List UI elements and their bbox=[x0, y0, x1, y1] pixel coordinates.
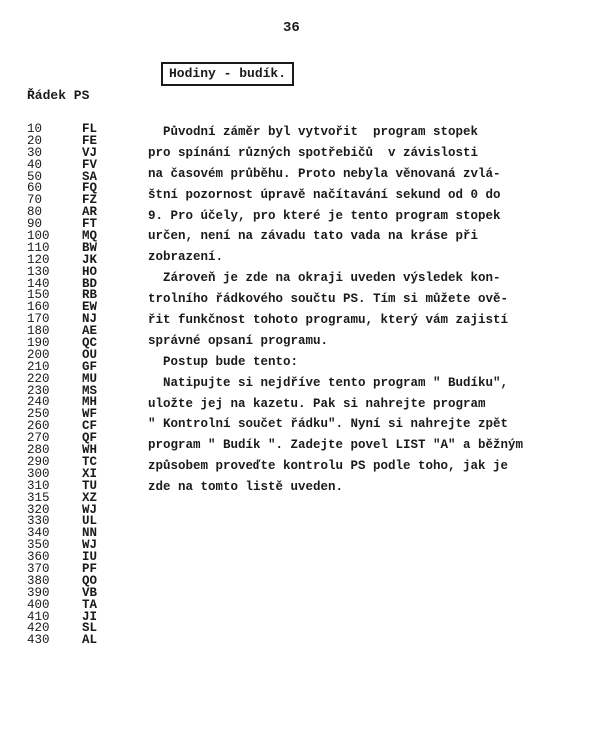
checksum-code: BW bbox=[82, 240, 98, 255]
checksum-code: RB bbox=[82, 288, 98, 303]
line-number: 230 bbox=[27, 383, 50, 398]
line-number: 250 bbox=[27, 407, 50, 422]
checksum-code: GF bbox=[82, 359, 98, 374]
checksum-code: WH bbox=[82, 443, 98, 458]
line-number: 180 bbox=[27, 324, 50, 339]
checksum-code: MQ bbox=[82, 229, 98, 244]
checksum-code: TA bbox=[82, 597, 98, 612]
line-number: 340 bbox=[27, 526, 50, 541]
line-number: 430 bbox=[27, 633, 50, 648]
text-line: program " Budík ". Zadejte povel LIST "A" a běžným bbox=[148, 438, 524, 453]
line-number: 110 bbox=[27, 240, 50, 255]
checksum-table bbox=[27, 124, 112, 647]
checksum-code: MU bbox=[82, 371, 98, 386]
checksum-code: TU bbox=[82, 478, 98, 493]
checksum-code: CF bbox=[82, 419, 98, 434]
text-line: řit funkčnost tohoto programu, který vám zajistí bbox=[148, 313, 509, 328]
text-line: Zároveň je zde na okraji uveden výsledek kon- bbox=[148, 271, 501, 286]
page-number: 36 bbox=[283, 20, 300, 36]
checksum-code: XI bbox=[82, 466, 98, 481]
checksum-code: WF bbox=[82, 407, 98, 422]
checksum-code: JK bbox=[82, 252, 98, 267]
text-line: pro spínání různých spotřebičů v závislosti bbox=[148, 145, 479, 160]
checksum-code: NJ bbox=[82, 312, 98, 327]
checksum-code: FZ bbox=[82, 193, 98, 208]
checksum-code: OU bbox=[82, 347, 98, 362]
checksum-code: FV bbox=[82, 157, 98, 172]
checksum-code: VB bbox=[82, 585, 98, 600]
line-number: 270 bbox=[27, 431, 50, 446]
line-number: 140 bbox=[27, 276, 50, 291]
line-number: 370 bbox=[27, 561, 50, 576]
checksum-code: BD bbox=[82, 276, 98, 291]
text-line: " Kontrolní součet řádku". Nyní si nahrejte zpět bbox=[148, 417, 509, 432]
checksum-code: FQ bbox=[82, 181, 98, 196]
checksum-code: AL bbox=[82, 633, 98, 648]
checksum-code: QO bbox=[82, 573, 98, 588]
line-number: 30 bbox=[27, 145, 43, 160]
line-number: 350 bbox=[27, 538, 50, 553]
line-number: 40 bbox=[27, 157, 43, 172]
checksum-code: WJ bbox=[82, 538, 98, 553]
line-number: 300 bbox=[27, 466, 50, 481]
text-line: správné opsaní programu. bbox=[148, 333, 329, 348]
checksum-code: VJ bbox=[82, 145, 98, 160]
text-line: 9. Pro účely, pro které je tento program stopek bbox=[148, 208, 501, 223]
line-number: 130 bbox=[27, 264, 50, 279]
line-number: 20 bbox=[27, 133, 43, 148]
text-line: způsobem proveďte kontrolu PS podle toho, jak je bbox=[148, 459, 509, 474]
checksum-code: QC bbox=[82, 336, 98, 351]
checksum-code: FL bbox=[82, 122, 98, 136]
line-number: 410 bbox=[27, 609, 50, 624]
line-number: 80 bbox=[27, 205, 43, 220]
line-number: 320 bbox=[27, 502, 50, 517]
text-line: Postup bude tento: bbox=[148, 354, 299, 369]
line-number: 260 bbox=[27, 419, 50, 434]
checksum-code: MH bbox=[82, 395, 98, 410]
checksum-code: FT bbox=[82, 217, 98, 232]
checksum-table-header: Řádek PS bbox=[27, 88, 90, 103]
line-number: 420 bbox=[27, 621, 50, 636]
line-number: 10 bbox=[27, 122, 43, 136]
body-text bbox=[148, 122, 588, 498]
text-line: Původní záměr byl vytvořit program stopek bbox=[148, 125, 479, 139]
line-number: 150 bbox=[27, 288, 50, 303]
line-number: 170 bbox=[27, 312, 50, 327]
checksum-code: NN bbox=[82, 526, 98, 541]
checksum-code: QF bbox=[82, 431, 98, 446]
text-line: štní pozornost úpravě načítavání sekund od 0 do bbox=[148, 187, 501, 202]
text-line: určen, není na závadu tato vada na kráse při bbox=[148, 229, 479, 244]
line-number: 90 bbox=[27, 217, 43, 232]
line-number: 390 bbox=[27, 585, 50, 600]
line-number: 290 bbox=[27, 454, 50, 469]
line-number: 240 bbox=[27, 395, 50, 410]
line-number: 380 bbox=[27, 573, 50, 588]
checksum-code: SA bbox=[82, 169, 98, 184]
checksum-code: JI bbox=[82, 609, 98, 624]
table-row bbox=[27, 635, 112, 647]
checksum-code: IU bbox=[82, 550, 98, 565]
line-number: 400 bbox=[27, 597, 50, 612]
checksum-code: PF bbox=[82, 561, 98, 576]
checksum-code: XZ bbox=[82, 490, 98, 505]
line-number: 60 bbox=[27, 181, 43, 196]
line-number: 120 bbox=[27, 252, 50, 267]
line-number: 360 bbox=[27, 550, 50, 565]
line-number: 210 bbox=[27, 359, 50, 374]
checksum-code: EW bbox=[82, 300, 98, 315]
line-number: 200 bbox=[27, 347, 50, 362]
line-number: 315 bbox=[27, 490, 50, 505]
checksum-code: HO bbox=[82, 264, 98, 279]
text-line: zobrazení. bbox=[148, 250, 224, 265]
line-number: 70 bbox=[27, 193, 43, 208]
text-line: na časovém průběhu. Proto nebyla věnovaná zvlá- bbox=[148, 166, 501, 181]
text-line: trolního řádkového součtu PS. Tím si můžete ově- bbox=[148, 292, 509, 307]
checksum-code: FE bbox=[82, 133, 98, 148]
line-number: 220 bbox=[27, 371, 50, 386]
text-line: Natipujte si nejdříve tento program " Budíku", bbox=[148, 375, 509, 390]
checksum-code: SL bbox=[82, 621, 98, 636]
text-line: uložte jej na kazetu. Pak si nahrejte program bbox=[148, 396, 486, 411]
line-number: 50 bbox=[27, 169, 43, 184]
line-number: 190 bbox=[27, 336, 50, 351]
line-number: 310 bbox=[27, 478, 50, 493]
checksum-code: MS bbox=[82, 383, 98, 398]
document-title: Hodiny - budík. bbox=[161, 62, 294, 86]
checksum-code: UL bbox=[82, 514, 98, 529]
checksum-code: TC bbox=[82, 454, 98, 469]
checksum-code: AR bbox=[82, 205, 98, 220]
line-number: 280 bbox=[27, 443, 50, 458]
line-number: 330 bbox=[27, 514, 50, 529]
line-number: 100 bbox=[27, 229, 50, 244]
line-number: 160 bbox=[27, 300, 50, 315]
checksum-code: WJ bbox=[82, 502, 98, 517]
checksum-code: AE bbox=[82, 324, 98, 339]
text-line: zde na tomto listě uveden. bbox=[148, 480, 344, 495]
